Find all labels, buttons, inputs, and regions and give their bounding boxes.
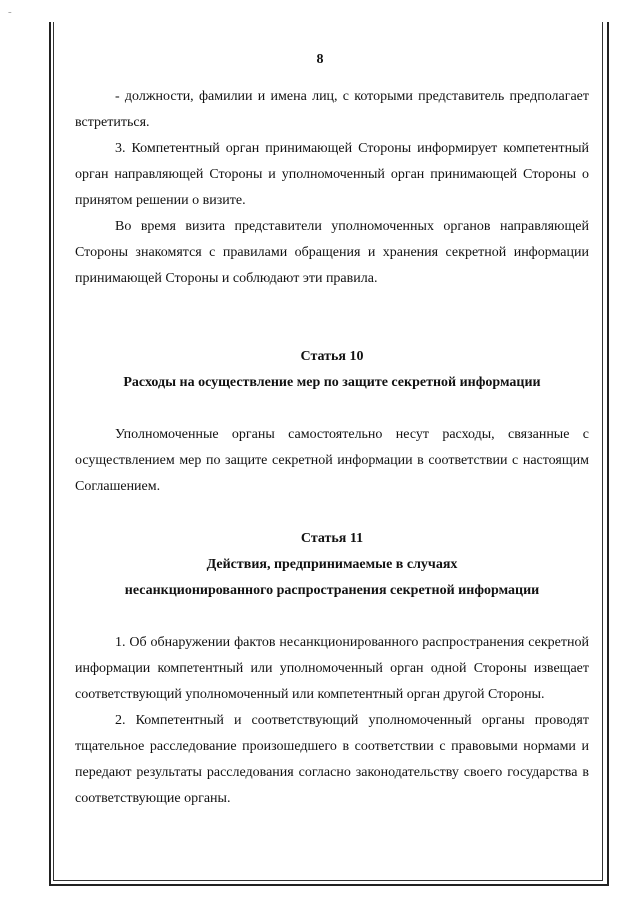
paragraph: 3. Компетентный орган принимающей Стороны информирует компетентный орган направляющей Стороны и уполномоченный орган принимающей Стороны о принятом решении о визите. — [75, 141, 589, 208]
article-11-subtitle-line2: несанкционированного распространения секретной информации — [124, 583, 540, 598]
spacer — [75, 396, 589, 422]
spacer — [75, 292, 589, 344]
page-number: 8 — [316, 52, 324, 67]
corner-mark: - — [8, 6, 12, 18]
article-10-subtitle: Расходы на осуществление мер по защите секретной информации — [123, 375, 541, 390]
article-11-subtitle-line1: Действия, предпринимаемые в случаях — [206, 557, 458, 572]
paragraph: 1. Об обнаружении фактов несанкционированного распространения секретной информации компетентный или уполномоченный орган одной Стороны извещает соответствующий уполномоченный или компетентный орган другой Стороны. — [75, 635, 589, 702]
paragraph: 2. Компетентный и соответствующий уполномоченный органы проводят тщательное расследование произошедшего в соответствии с правовыми нормами и передают результаты расследования согласно законодательству своего государства в соответствующие органы. — [75, 713, 589, 806]
paragraph: Во время визита представители уполномоченных органов направляющей Стороны знакомятся с правилами обращения и хранения секретной информации принимающей Стороны и соблюдают эти правила. — [75, 219, 589, 286]
paragraph: Уполномоченные органы самостоятельно несут расходы, связанные с осуществлением мер по защите секретной информации в соответствии с настоящим Соглашением. — [75, 427, 589, 494]
spacer — [75, 500, 589, 526]
paragraph: - должности, фамилии и имена лиц, с которыми представитель предполагает встретиться. — [75, 89, 589, 130]
article-10-title: Статья 10 — [300, 349, 364, 364]
spacer — [75, 604, 589, 630]
document-body — [75, 84, 589, 812]
article-11-title: Статья 11 — [300, 531, 364, 546]
